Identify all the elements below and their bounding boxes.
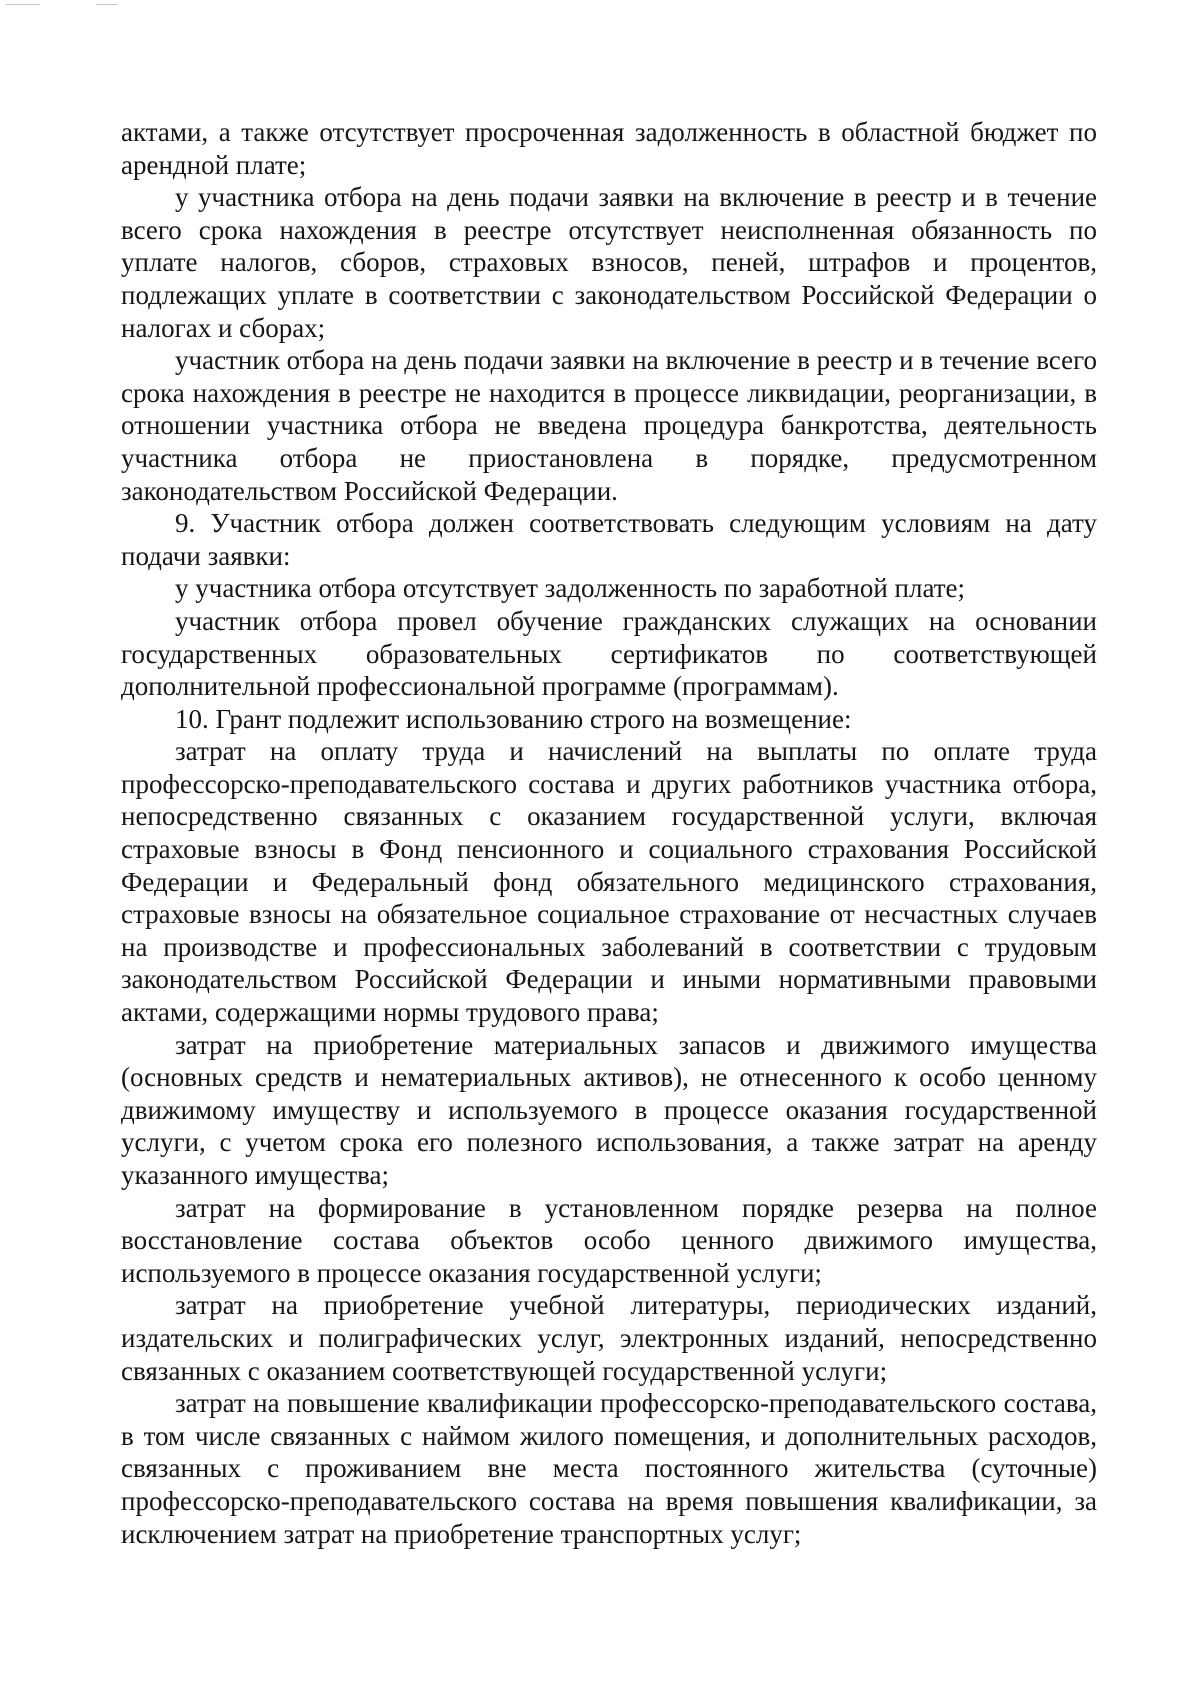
paragraph-reserve-costs: затрат на формирование в установленном порядке резерва на полное восстановление состава объектов особо ценного движимого имущества, используемого в процессе оказания государственной услуги; <box>121 1192 1097 1288</box>
paragraph-item-10: 10. Грант подлежит использованию строго на возмещение: <box>175 703 852 734</box>
document-body <box>121 116 1097 1550</box>
scan-artifact <box>6 4 40 5</box>
scan-artifact <box>96 4 118 5</box>
paragraph-literature-costs: затрат на приобретение учебной литературы, периодических изданий, издательских и полиграфических услуг, электронных изданий, непосредственно связанных с оказанием соответствующей государственной услуги; <box>121 1290 1097 1386</box>
paragraph-item-9: 9. Участник отбора должен соответствовать следующим условиям на дату подачи заявки: <box>121 508 1097 571</box>
paragraph-salary-debt: у участника отбора отсутствует задолженность по заработной плате; <box>175 573 966 604</box>
paragraph-tax-obligations: у участника отбора на день подачи заявки на включение в реестр и в течение всего срока нахождения в реестре отсутствует неисполненная обязанность по уплате налогов, сборов, страховых взносов, пеней, штрафов и процентов, подлежащих уплате в соответствии с законодательством Российской Федерации о налогах и сборах; <box>121 182 1097 343</box>
paragraph-qualification-costs: затрат на повышение квалификации профессорско-преподавательского состава, в том числе связанных с наймом жилого помещения, и дополнительных расходов, связанных с проживанием вне места постоянного жительства (суточные) профессорско-преподавательского состава на время повышения квалификации, за исключением затрат на приобретение транспортных услуг; <box>121 1388 1097 1549</box>
paragraph-training: участник отбора провел обучение гражданских служащих на основании государственных образовательных сертификатов по соответствующей дополнительной профессиональной программе (программам). <box>121 605 1097 702</box>
paragraph-liquidation-status: участник отбора на день подачи заявки на включение в реестр и в течение всего срока нахождения в реестре не находится в процессе ликвидации, реорганизации, в отношении участника отбора не введена процедура банкротства, деятельность участника отбора не приостановлена в порядке, предусмотренном законодательством Российской Федерации. <box>121 345 1097 506</box>
paragraph-labor-costs: затрат на оплату труда и начислений на выплаты по оплате труда профессорско-преподавательского состава и других работников участника отбора, непосредственно связанных с оказанием государственной услуги, включая страховые взносы в Фонд пенсионного и социального страхования Российской Федерации и Федеральный фонд обязательного медицинского страхования, страховые взносы на обязательное социальное страхование от несчастных случаев на производстве и профессиональных заболеваний в соответствии с трудовым законодательством Российской Федерации и иными нормативными правовыми актами, содержащими нормы трудового права; <box>121 736 1097 1028</box>
paragraph-continuation: актами, а также отсутствует просроченная задолженность в областной бюджет по арендной плате; <box>121 117 1097 180</box>
paragraph-materials-costs: затрат на приобретение материальных запасов и движимого имущества (основных средств и нематериальных активов), не отнесенного к особо ценному движимому имуществу и используемого в процессе оказания государственной услуги, с учетом срока его полезного использования, а также затрат на аренду указанного имущества; <box>121 1029 1097 1190</box>
